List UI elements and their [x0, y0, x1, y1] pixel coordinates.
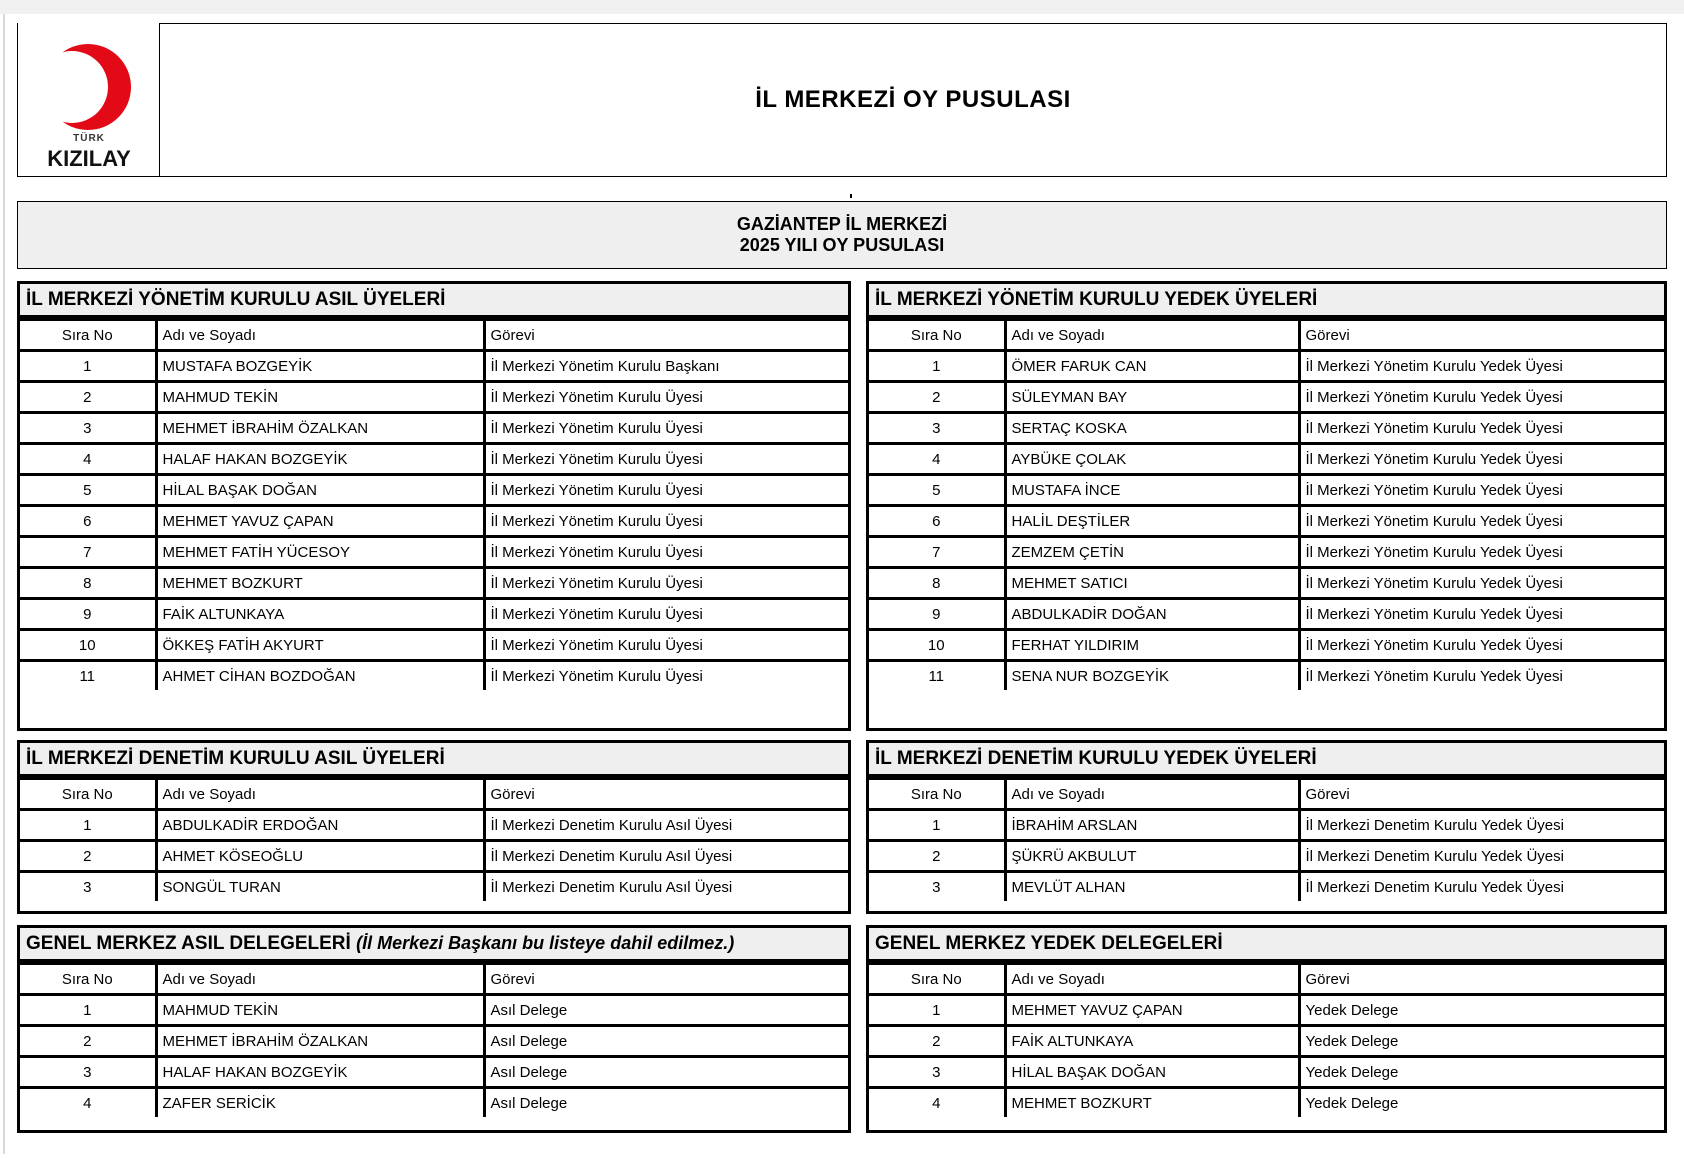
cell-name: MEHMET YAVUZ ÇAPAN — [156, 506, 484, 537]
cell-name: MEHMET BOZKURT — [156, 568, 484, 599]
cell-name: FAİK ALTUNKAYA — [156, 599, 484, 630]
sub-banner-line1: GAZİANTEP İL MERKEZİ — [736, 214, 948, 234]
column-header-name: Adı ve Soyadı — [1005, 779, 1299, 810]
cell-role: İl Merkezi Yönetim Kurulu Üyesi — [484, 599, 848, 630]
cell-name: HİLAL BAŞAK DOĞAN — [156, 475, 484, 506]
table-row — [869, 599, 1664, 630]
cell-sira-no: 7 — [20, 537, 156, 568]
table-header-row — [869, 964, 1664, 995]
cell-sira-no: 4 — [869, 1088, 1005, 1118]
cell-name: ABDULKADİR ERDOĞAN — [156, 810, 484, 841]
column-header-role: Görevi — [484, 779, 848, 810]
cell-sira-no: 2 — [20, 841, 156, 872]
cell-name: FAİK ALTUNKAYA — [1005, 1026, 1299, 1057]
cell-name: MUSTAFA İNCE — [1005, 475, 1299, 506]
cell-role: Yedek Delege — [1299, 1088, 1664, 1118]
cell-name: ZAFER SERİCİK — [156, 1088, 484, 1118]
cell-name: MEHMET SATICI — [1005, 568, 1299, 599]
table-row — [869, 506, 1664, 537]
member-table — [869, 318, 1664, 690]
cell-name: MAHMUD TEKİN — [156, 995, 484, 1026]
section-title — [20, 928, 848, 962]
cell-role: Yedek Delege — [1299, 1057, 1664, 1088]
table-row — [20, 1026, 848, 1057]
cell-name: MEVLÜT ALHAN — [1005, 872, 1299, 902]
cell-name: AHMET KÖSEOĞLU — [156, 841, 484, 872]
section-yonetim-asil — [17, 281, 851, 731]
table-row — [869, 475, 1664, 506]
table-row — [20, 568, 848, 599]
cell-role: İl Merkezi Yönetim Kurulu Yedek Üyesi — [1299, 444, 1664, 475]
cell-name: SONGÜL TURAN — [156, 872, 484, 902]
cell-sira-no: 1 — [869, 810, 1005, 841]
section-denetim-yedek — [866, 740, 1667, 914]
table-row — [869, 382, 1664, 413]
section-title-text: İL MERKEZİ YÖNETİM KURULU YEDEK ÜYELERİ — [875, 289, 1318, 310]
page-title: İL MERKEZİ OY PUSULASI — [755, 86, 1071, 113]
section-genel-merkez-yedek — [866, 925, 1667, 1133]
member-table — [20, 962, 848, 1117]
table-row — [869, 1057, 1664, 1088]
column-header-role: Görevi — [484, 320, 848, 351]
cell-sira-no: 3 — [869, 413, 1005, 444]
table-row — [20, 661, 848, 691]
cell-role: İl Merkezi Yönetim Kurulu Yedek Üyesi — [1299, 413, 1664, 444]
cell-name: AHMET CİHAN BOZDOĞAN — [156, 661, 484, 691]
cell-role: İl Merkezi Yönetim Kurulu Yedek Üyesi — [1299, 599, 1664, 630]
cell-role: Yedek Delege — [1299, 1026, 1664, 1057]
cell-sira-no: 8 — [869, 568, 1005, 599]
section-yonetim-yedek — [866, 281, 1667, 731]
section-title — [869, 743, 1664, 777]
cell-role: İl Merkezi Yönetim Kurulu Yedek Üyesi — [1299, 382, 1664, 413]
cell-name: MUSTAFA BOZGEYİK — [156, 351, 484, 382]
section-title — [20, 284, 848, 318]
cell-role: İl Merkezi Denetim Kurulu Asıl Üyesi — [484, 872, 848, 902]
table-row — [20, 1088, 848, 1118]
cell-sira-no: 6 — [20, 506, 156, 537]
section-note: (İl Merkezi Başkanı bu listeye dahil edilmez.) — [356, 933, 735, 953]
logo-big-text: KIZILAY — [47, 146, 131, 171]
cell-role: İl Merkezi Yönetim Kurulu Yedek Üyesi — [1299, 630, 1664, 661]
table-row — [869, 841, 1664, 872]
cell-sira-no: 6 — [869, 506, 1005, 537]
cell-name: MEHMET İBRAHİM ÖZALKAN — [156, 413, 484, 444]
cell-role: İl Merkezi Yönetim Kurulu Üyesi — [484, 506, 848, 537]
cell-role: İl Merkezi Yönetim Kurulu Üyesi — [484, 537, 848, 568]
cell-role: İl Merkezi Yönetim Kurulu Yedek Üyesi — [1299, 568, 1664, 599]
cell-role: İl Merkezi Denetim Kurulu Yedek Üyesi — [1299, 810, 1664, 841]
column-header-no: Sıra No — [869, 320, 1005, 351]
cell-sira-no: 1 — [869, 995, 1005, 1026]
section-title-text: İL MERKEZİ YÖNETİM KURULU ASIL ÜYELERİ — [26, 289, 446, 310]
cell-sira-no: 1 — [20, 810, 156, 841]
cell-role: İl Merkezi Yönetim Kurulu Yedek Üyesi — [1299, 661, 1664, 691]
page-left-edge — [3, 14, 5, 1154]
divider-mark — [850, 194, 852, 198]
table-row — [869, 995, 1664, 1026]
cell-role: İl Merkezi Yönetim Kurulu Üyesi — [484, 630, 848, 661]
cell-role: İl Merkezi Denetim Kurulu Asıl Üyesi — [484, 810, 848, 841]
cell-name: MAHMUD TEKİN — [156, 382, 484, 413]
cell-name: ZEMZEM ÇETİN — [1005, 537, 1299, 568]
cell-sira-no: 2 — [869, 382, 1005, 413]
table-header-row — [20, 779, 848, 810]
column-header-no: Sıra No — [20, 964, 156, 995]
cell-name: ŞÜKRÜ AKBULUT — [1005, 841, 1299, 872]
cell-name: MEHMET YAVUZ ÇAPAN — [1005, 995, 1299, 1026]
table-row — [869, 568, 1664, 599]
column-header-no: Sıra No — [20, 779, 156, 810]
table-row — [20, 599, 848, 630]
cell-sira-no: 3 — [20, 1057, 156, 1088]
column-header-role: Görevi — [484, 964, 848, 995]
table-header-row — [20, 320, 848, 351]
cell-name: SÜLEYMAN BAY — [1005, 382, 1299, 413]
cell-sira-no: 3 — [20, 413, 156, 444]
cell-name: FERHAT YILDIRIM — [1005, 630, 1299, 661]
cell-name: SERTAÇ KOSKA — [1005, 413, 1299, 444]
sub-banner-line2: 2025 YILI OY PUSULASI — [739, 235, 945, 255]
table-row — [20, 630, 848, 661]
column-header-name: Adı ve Soyadı — [1005, 320, 1299, 351]
title-box — [159, 23, 1667, 177]
cell-role: İl Merkezi Denetim Kurulu Asıl Üyesi — [484, 841, 848, 872]
table-row — [20, 506, 848, 537]
cell-name: ABDULKADİR DOĞAN — [1005, 599, 1299, 630]
cell-role: Asıl Delege — [484, 995, 848, 1026]
cell-sira-no: 1 — [869, 351, 1005, 382]
column-header-name: Adı ve Soyadı — [1005, 964, 1299, 995]
cell-sira-no: 2 — [20, 382, 156, 413]
cell-sira-no: 1 — [20, 351, 156, 382]
cell-sira-no: 2 — [20, 1026, 156, 1057]
section-title — [20, 743, 848, 777]
table-row — [869, 1026, 1664, 1057]
cell-sira-no: 3 — [869, 872, 1005, 902]
cell-role: İl Merkezi Yönetim Kurulu Üyesi — [484, 413, 848, 444]
table-header-row — [869, 320, 1664, 351]
cell-name: MEHMET İBRAHİM ÖZALKAN — [156, 1026, 484, 1057]
section-title-text: İL MERKEZİ DENETİM KURULU YEDEK ÜYELERİ — [875, 748, 1317, 769]
section-title — [869, 928, 1664, 962]
cell-sira-no: 9 — [20, 599, 156, 630]
cell-name: SENA NUR BOZGEYİK — [1005, 661, 1299, 691]
cell-sira-no: 4 — [869, 444, 1005, 475]
crescent-icon — [38, 37, 138, 137]
cell-role: Asıl Delege — [484, 1088, 848, 1118]
cell-role: İl Merkezi Yönetim Kurulu Üyesi — [484, 661, 848, 691]
section-genel-merkez-asil — [17, 925, 851, 1133]
member-table — [20, 318, 848, 690]
cell-role: İl Merkezi Denetim Kurulu Yedek Üyesi — [1299, 841, 1664, 872]
cell-name: HALİL DEŞTİLER — [1005, 506, 1299, 537]
cell-sira-no: 7 — [869, 537, 1005, 568]
cell-sira-no: 3 — [869, 1057, 1005, 1088]
cell-sira-no: 8 — [20, 568, 156, 599]
table-row — [869, 810, 1664, 841]
sub-banner — [17, 201, 1667, 269]
cell-name: HALAF HAKAN BOZGEYİK — [156, 1057, 484, 1088]
table-row — [20, 995, 848, 1026]
cell-role: İl Merkezi Yönetim Kurulu Üyesi — [484, 475, 848, 506]
cell-name: MEHMET FATİH YÜCESOY — [156, 537, 484, 568]
cell-name: HALAF HAKAN BOZGEYİK — [156, 444, 484, 475]
cell-sira-no: 10 — [20, 630, 156, 661]
table-row — [20, 475, 848, 506]
table-row — [869, 872, 1664, 902]
cell-role: İl Merkezi Yönetim Kurulu Başkanı — [484, 351, 848, 382]
cell-sira-no: 10 — [869, 630, 1005, 661]
cell-sira-no: 11 — [869, 661, 1005, 691]
table-row — [869, 630, 1664, 661]
cell-role: Asıl Delege — [484, 1057, 848, 1088]
cell-name: AYBÜKE ÇOLAK — [1005, 444, 1299, 475]
section-title — [869, 284, 1664, 318]
cell-role: İl Merkezi Yönetim Kurulu Üyesi — [484, 382, 848, 413]
cell-sira-no: 5 — [20, 475, 156, 506]
column-header-name: Adı ve Soyadı — [156, 964, 484, 995]
table-row — [20, 841, 848, 872]
cell-name: ÖMER FARUK CAN — [1005, 351, 1299, 382]
cell-sira-no: 2 — [869, 1026, 1005, 1057]
cell-name: İBRAHİM ARSLAN — [1005, 810, 1299, 841]
cell-role: İl Merkezi Yönetim Kurulu Yedek Üyesi — [1299, 351, 1664, 382]
table-row — [869, 413, 1664, 444]
cell-sira-no: 2 — [869, 841, 1005, 872]
column-header-role: Görevi — [1299, 964, 1664, 995]
column-header-no: Sıra No — [869, 779, 1005, 810]
section-denetim-asil — [17, 740, 851, 914]
table-row — [869, 661, 1664, 691]
table-row — [20, 413, 848, 444]
table-row — [869, 537, 1664, 568]
cell-sira-no: 3 — [20, 872, 156, 902]
cell-role: İl Merkezi Yönetim Kurulu Üyesi — [484, 444, 848, 475]
cell-role: Asıl Delege — [484, 1026, 848, 1057]
cell-name: ÖKKEŞ FATİH AKYURT — [156, 630, 484, 661]
table-row — [869, 444, 1664, 475]
table-row — [20, 351, 848, 382]
column-header-name: Adı ve Soyadı — [156, 320, 484, 351]
cell-role: İl Merkezi Yönetim Kurulu Yedek Üyesi — [1299, 506, 1664, 537]
table-row — [20, 537, 848, 568]
cell-sira-no: 4 — [20, 1088, 156, 1118]
kizilay-logo — [17, 23, 159, 177]
column-header-no: Sıra No — [869, 964, 1005, 995]
cell-role: İl Merkezi Yönetim Kurulu Yedek Üyesi — [1299, 475, 1664, 506]
member-table — [20, 777, 848, 901]
ballot-header — [17, 23, 1667, 177]
cell-role: İl Merkezi Yönetim Kurulu Üyesi — [484, 568, 848, 599]
cell-sira-no: 4 — [20, 444, 156, 475]
member-table — [869, 777, 1664, 901]
column-header-name: Adı ve Soyadı — [156, 779, 484, 810]
cell-role: Yedek Delege — [1299, 995, 1664, 1026]
section-title-text: GENEL MERKEZ ASIL DELEGELERİ — [26, 933, 351, 954]
table-row — [869, 1088, 1664, 1118]
table-row — [869, 351, 1664, 382]
logo-small-text: TÜRK — [73, 133, 105, 144]
table-row — [20, 1057, 848, 1088]
table-row — [20, 872, 848, 902]
cell-sira-no: 11 — [20, 661, 156, 691]
cell-sira-no: 1 — [20, 995, 156, 1026]
column-header-no: Sıra No — [20, 320, 156, 351]
table-header-row — [20, 964, 848, 995]
cell-name: MEHMET BOZKURT — [1005, 1088, 1299, 1118]
cell-role: İl Merkezi Yönetim Kurulu Yedek Üyesi — [1299, 537, 1664, 568]
table-row — [20, 444, 848, 475]
section-title-text: İL MERKEZİ DENETİM KURULU ASIL ÜYELERİ — [26, 748, 445, 769]
column-header-role: Görevi — [1299, 779, 1664, 810]
table-header-row — [869, 779, 1664, 810]
table-row — [20, 810, 848, 841]
column-header-role: Görevi — [1299, 320, 1664, 351]
member-table — [869, 962, 1664, 1117]
section-title-text: GENEL MERKEZ YEDEK DELEGELERİ — [875, 933, 1223, 954]
cell-name: HİLAL BAŞAK DOĞAN — [1005, 1057, 1299, 1088]
cell-role: İl Merkezi Denetim Kurulu Yedek Üyesi — [1299, 872, 1664, 902]
cell-sira-no: 5 — [869, 475, 1005, 506]
page-top-edge — [0, 0, 1684, 14]
cell-sira-no: 9 — [869, 599, 1005, 630]
table-row — [20, 382, 848, 413]
